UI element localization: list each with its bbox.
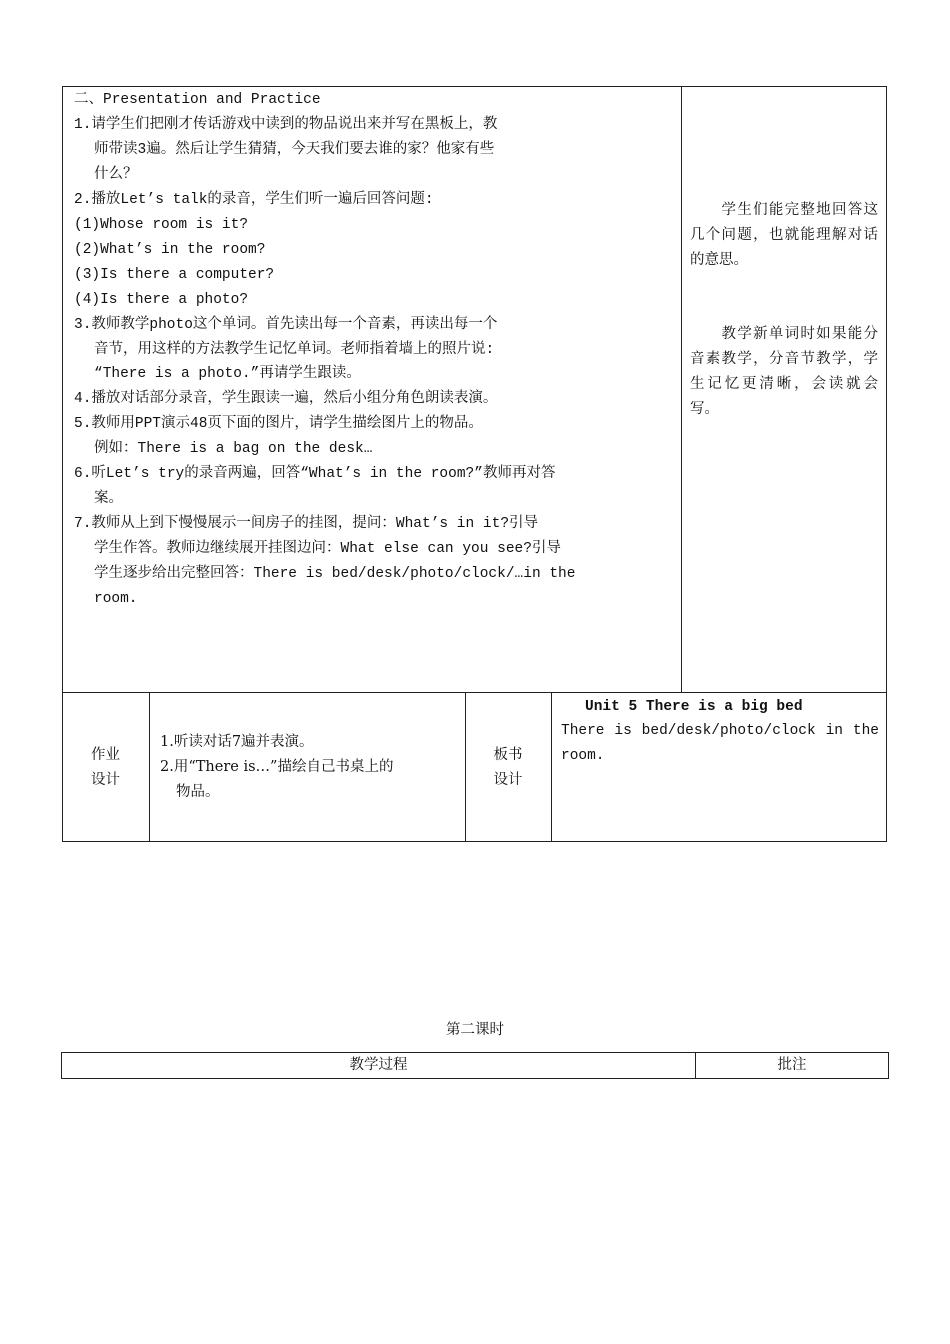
- process-line: 5.教师用PPT演示48页下面的图片，请学生描绘图片上的物品。: [74, 416, 483, 433]
- board-label-line2: 设计: [493, 772, 523, 788]
- homework-label-divider: [149, 692, 150, 842]
- process-line: 7.教师从上到下慢慢展示一间房子的挂图，提问：What’s in it?引导: [74, 516, 539, 533]
- homework-item-2: 2.用“There is…”描绘自己书桌上的: [160, 759, 394, 775]
- board-text-line1: There is bed/desk/photo/clock in the: [561, 723, 879, 739]
- board-title: Unit 5 There is a big bed: [585, 699, 803, 715]
- process-line: 师带读3遍。然后让学生猜猜，今天我们要去谁的家？他家有些: [94, 141, 495, 158]
- process-line: 二、Presentation and Practice: [74, 92, 321, 108]
- note-phoneme-teaching: 教学新单词时如果能分音素教学，分音节教学，学生记忆更清晰，会读就会写。: [690, 326, 878, 417]
- homework-list: [160, 730, 460, 805]
- process-line: 什么？: [94, 166, 138, 183]
- note-answer-questions: 学生们能完整地回答这几个问题，也就能理解对话的意思。: [690, 202, 878, 268]
- process-line: 案。: [94, 491, 123, 508]
- process-line: 6.听Let’s try的录音两遍，回答“What’s in the room?”教师再对答: [74, 466, 556, 483]
- process-line: “There is a photo.”再请学生跟读。: [94, 366, 361, 383]
- homework-item-2-cont: 物品。: [176, 784, 220, 800]
- process-line: 音节，用这样的方法教学生记忆单词。老师指着墙上的照片说:: [94, 341, 495, 358]
- board-label-line1: 板书: [493, 747, 523, 763]
- homework-label: [62, 743, 149, 793]
- board-design: [561, 695, 879, 769]
- process-line: (2)What’s in the room?: [74, 241, 266, 258]
- header-notes: 批注: [777, 1057, 807, 1073]
- second-lesson-title: 第二课时: [446, 1022, 504, 1038]
- homework-row-divider: [62, 692, 887, 693]
- process-line: (3)Is there a computer?: [74, 266, 275, 283]
- header-teaching-process: 教学过程: [349, 1057, 408, 1073]
- process-line: (1)Whose room is it?: [74, 216, 249, 233]
- process-line: 1.请学生们把刚才传话游戏中读到的物品说出来并写在黑板上，教: [74, 116, 498, 133]
- process-line: 学生作答。教师边继续展开挂图边问：What else can you see?引导: [94, 541, 561, 558]
- board-label-divider: [551, 692, 552, 842]
- process-line: room.: [94, 591, 138, 607]
- homework-label-line1: 作业: [91, 747, 120, 763]
- homework-item-1: 1.听读对话7遍并表演。: [160, 734, 314, 750]
- board-text-line2: room.: [561, 748, 605, 764]
- homework-label-line2: 设计: [91, 772, 120, 788]
- process-line: 2.播放Let’s talk的录音，学生们听一遍后回答问题:: [74, 191, 434, 208]
- process-line: 例如：There is a bag on the desk…: [94, 441, 373, 458]
- process-line: 学生逐步给出完整回答：There is bed/desk/photo/clock/…in the: [94, 566, 576, 583]
- process-line: 4.播放对话部分录音，学生跟读一遍，然后小组分角色朗读表演。: [74, 391, 498, 408]
- process-notes-divider: [681, 86, 682, 693]
- process-line: (4)Is there a photo?: [74, 291, 249, 308]
- board-label: [465, 743, 551, 793]
- process-line: 3.教师教学photo这个单词。首先读出每一个音素，再读出每一个: [74, 316, 498, 333]
